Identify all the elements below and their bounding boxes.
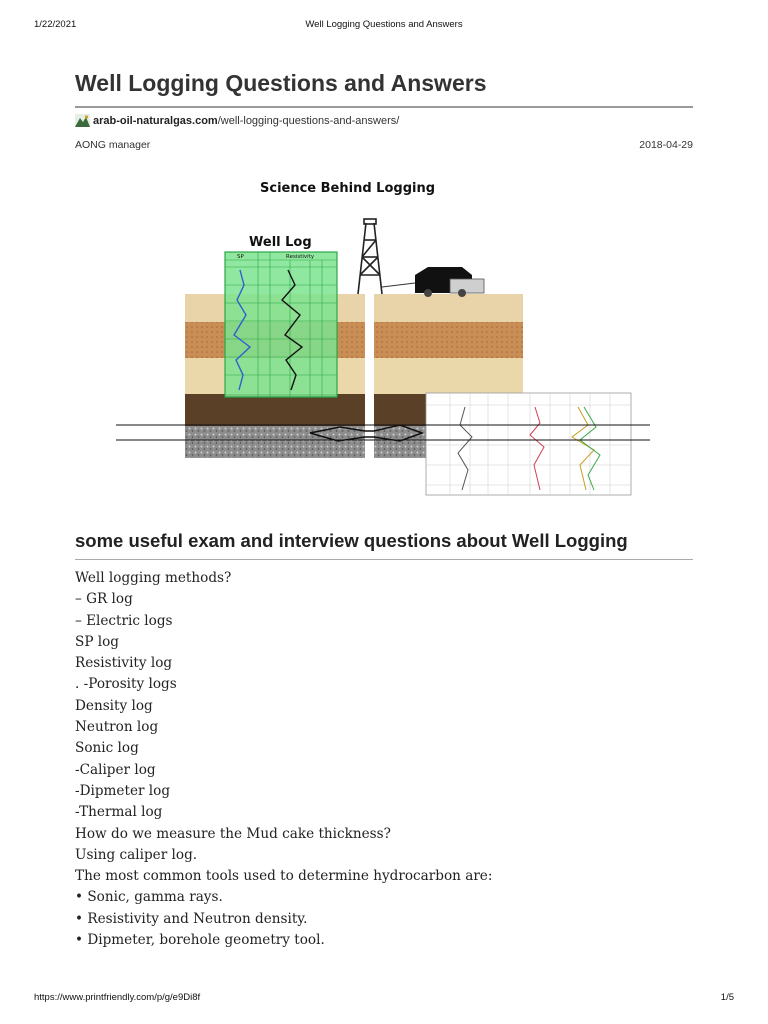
list-item: -Caliper log bbox=[75, 761, 156, 778]
publish-date: 2018-04-29 bbox=[639, 139, 693, 151]
list-item: • Sonic, gamma rays. bbox=[75, 889, 223, 906]
print-footer bbox=[34, 992, 734, 1006]
well-logging-illustration bbox=[110, 175, 655, 500]
well-log-diagram bbox=[110, 175, 655, 500]
list-item: Sonic log bbox=[75, 740, 139, 757]
resistivity-column-label: Resistivity bbox=[286, 254, 315, 260]
list-item: SP log bbox=[75, 633, 120, 650]
list-item: • Resistivity and Neutron density. bbox=[75, 910, 308, 927]
list-item: Density log bbox=[75, 697, 153, 714]
list-item: Resistivity log bbox=[75, 655, 173, 672]
figure-title: Science Behind Logging bbox=[260, 181, 436, 196]
list-item: -Dipmeter log bbox=[75, 782, 171, 799]
list-item: – Electric logs bbox=[75, 612, 173, 629]
sp-column-label: SP bbox=[237, 254, 244, 260]
list-item: Well logging methods? bbox=[75, 570, 232, 586]
print-title: Well Logging Questions and Answers bbox=[305, 19, 463, 30]
list-item: . -Porosity logs bbox=[75, 676, 177, 693]
list-item: – GR log bbox=[75, 591, 133, 608]
title-divider bbox=[75, 106, 693, 108]
print-url[interactable]: https://www.printfriendly.com/p/g/e9Di8f bbox=[34, 992, 201, 1003]
print-header bbox=[34, 19, 734, 33]
source-path: /well-logging-questions-and-answers/ bbox=[217, 114, 400, 127]
list-item: Neutron log bbox=[75, 719, 159, 736]
list-item: -Thermal log bbox=[75, 804, 163, 821]
qa-list bbox=[75, 568, 492, 951]
author: AONG manager bbox=[75, 139, 151, 151]
source-link[interactable] bbox=[75, 114, 399, 127]
list-item: How do we measure the Mud cake thickness? bbox=[75, 825, 391, 842]
page-number: 1/5 bbox=[720, 992, 734, 1003]
list-item: The most common tools used to determine hydrocarbon are: bbox=[75, 868, 493, 885]
site-favicon-icon bbox=[75, 114, 90, 127]
list-item: Using caliper log. bbox=[75, 846, 198, 863]
well-log-label: Well Log bbox=[249, 235, 312, 250]
section-divider bbox=[75, 559, 693, 560]
list-item: • Dipmeter, borehole geometry tool. bbox=[75, 932, 325, 949]
print-date: 1/22/2021 bbox=[34, 19, 77, 30]
source-domain: arab-oil-naturalgas.com bbox=[93, 114, 218, 127]
section-heading: some useful exam and interview questions about Well Logging bbox=[75, 530, 628, 551]
article-title: Well Logging Questions and Answers bbox=[75, 70, 487, 96]
